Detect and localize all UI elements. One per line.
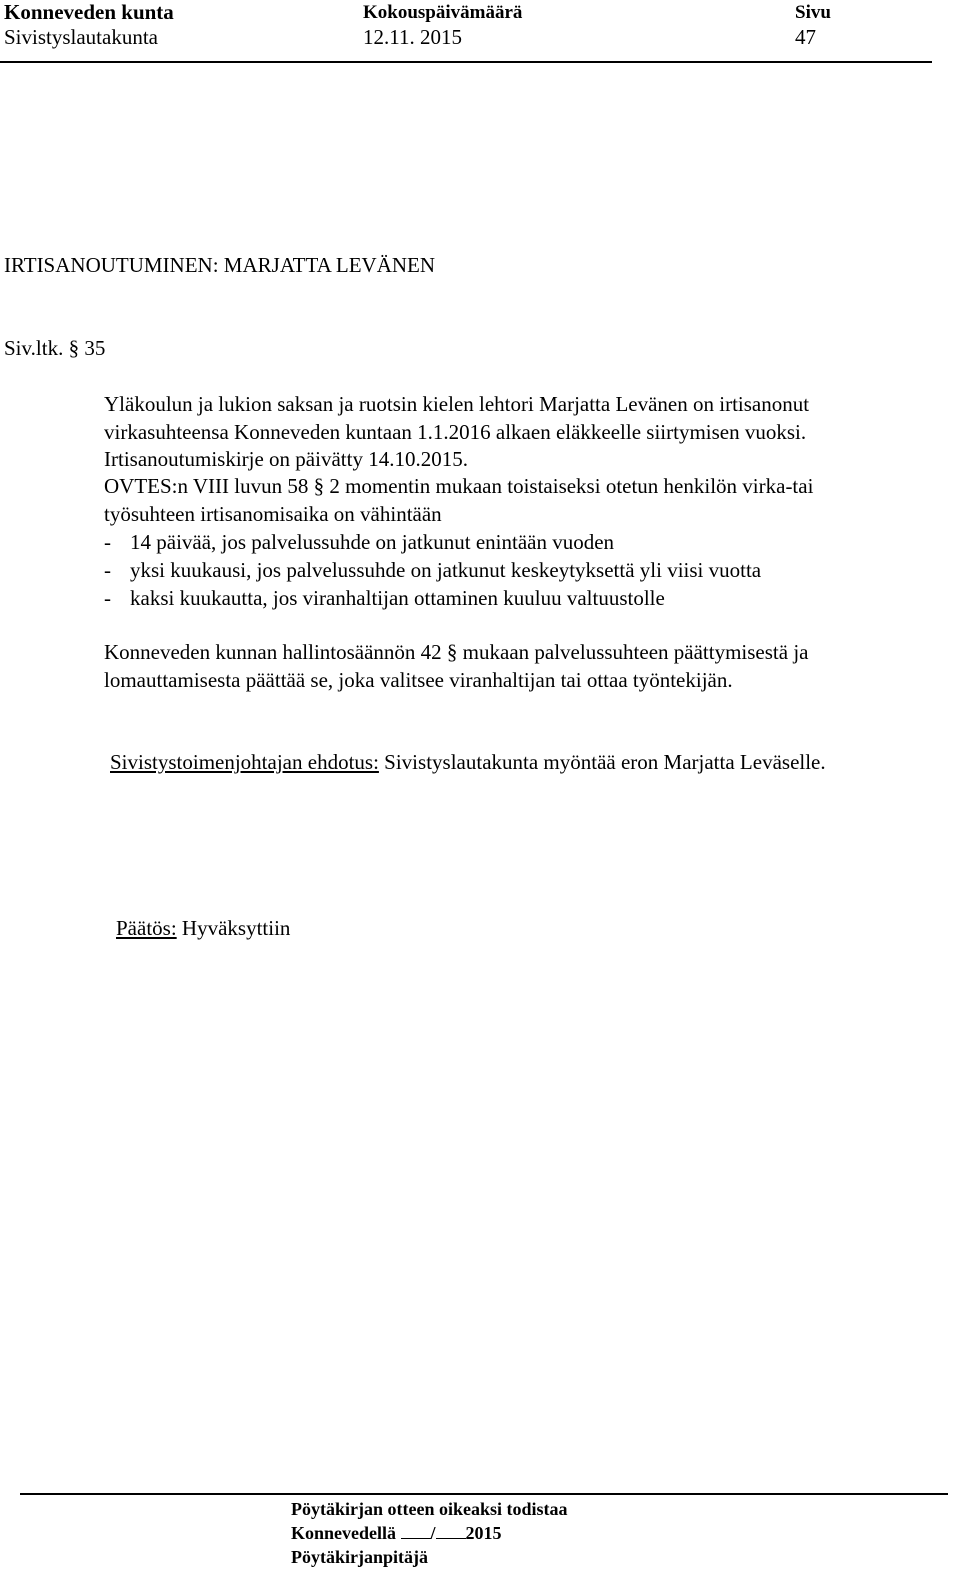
footer-certification: Pöytäkirjan otteen oikeaksi todistaa: [291, 1499, 568, 1519]
list-item: - yksi kuukausi, jos palvelussuhde on jatkunut keskeytyksettä yli viisi vuotta: [104, 558, 762, 582]
header-date-label: Kokouspäivämäärä: [363, 2, 523, 23]
decision: [116, 914, 290, 942]
proposal-label: Sivistystoimenjohtajan ehdotus:: [110, 750, 379, 774]
list-item: - 14 päivää, jos palvelussuhde on jatkunut enintään vuoden: [104, 530, 615, 554]
header-divider: [0, 61, 932, 63]
document-title: IRTISANOUTUMINEN: MARJATTA LEVÄNEN: [4, 253, 436, 277]
footer-divider: [20, 1493, 948, 1495]
footer-place-date: Konnevedellä / 2015: [291, 1523, 502, 1543]
body-line-2: virkasuhteensa Konneveden kuntaan 1.1.2016 alkaen eläkkeelle siirtymisen vuoksi.: [104, 420, 807, 444]
footer-signer: Pöytäkirjanpitäjä: [291, 1547, 428, 1567]
header-body: Sivistyslautakunta: [4, 25, 158, 49]
month-blank: [436, 1522, 466, 1539]
rule-line-2: lomauttamisesta päättää se, joka valitsee viranhaltijan tai ottaa työntekijän.: [104, 668, 733, 692]
decision-label: Päätös:: [116, 916, 177, 940]
decision-text: Hyväksyttiin: [181, 916, 291, 940]
proposal: [110, 748, 826, 776]
body-line-4: OVTES:n VIII luvun 58 § 2 momentin mukaan toistaiseksi otetun henkilön virka-tai: [104, 474, 814, 498]
day-blank: [401, 1522, 431, 1539]
body-line-5: työsuhteen irtisanomisaika on vähintään: [104, 502, 442, 526]
header-page-label: Sivu: [795, 2, 831, 23]
list-item: - kaksi kuukautta, jos viranhaltijan ottaminen kuuluu valtuustolle: [104, 586, 665, 610]
header-page-number: 47: [795, 25, 816, 49]
header-date: 12.11. 2015: [363, 25, 462, 49]
header-org: Konneveden kunta: [4, 0, 174, 24]
section-reference: Siv.ltk. § 35: [4, 336, 106, 360]
rule-line-1: Konneveden kunnan hallintosäännön 42 § mukaan palvelussuhteen päättymisestä ja: [104, 640, 809, 664]
body-line-1: Yläkoulun ja lukion saksan ja ruotsin kielen lehtori Marjatta Levänen on irtisanonut: [104, 392, 810, 416]
body-line-3: Irtisanoutumiskirje on päivätty 14.10.2015.: [104, 447, 468, 471]
proposal-text: Sivistyslautakunta myöntää eron Marjatta Leväselle.: [384, 750, 826, 774]
